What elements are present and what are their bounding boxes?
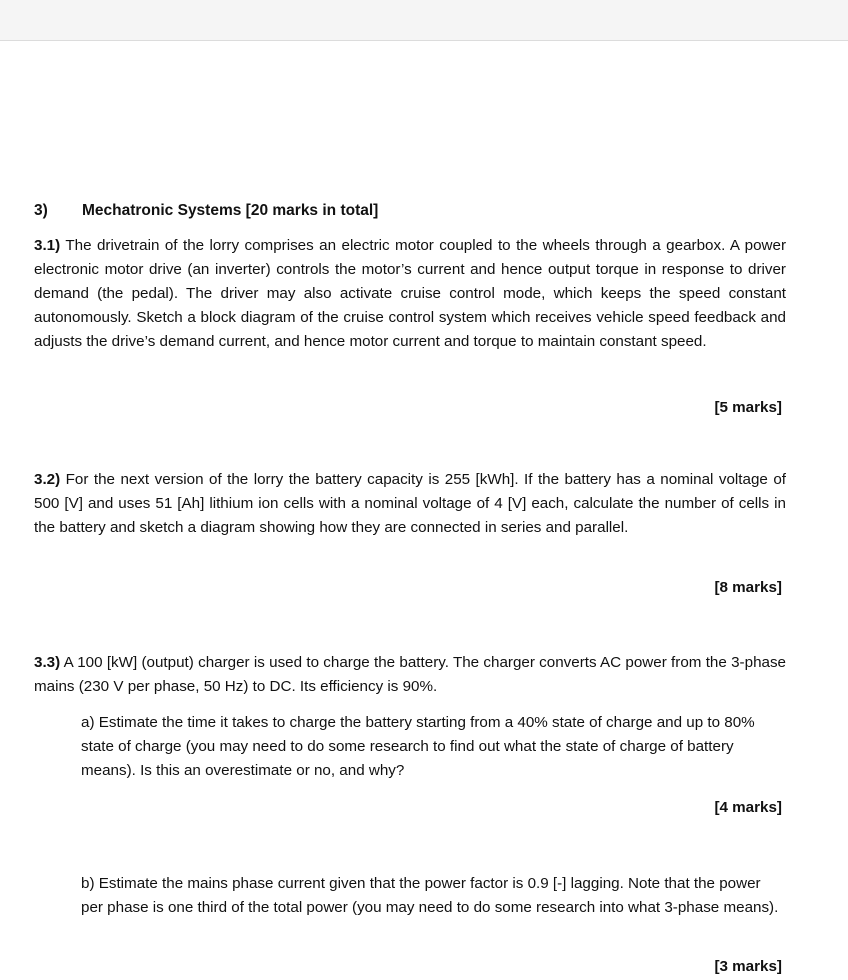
question-3-3-text: A 100 [kW] (output) charger is used to charge the battery. The charger converts AC power from the 3-phase mains (230 V per phase, 50 Hz) to DC. Its efficiency is 90%.	[34, 654, 786, 695]
question-3-1	[34, 234, 786, 354]
question-3-3-part-a: a) Estimate the time it takes to charge the battery starting from a 40% state of charge and up to 80% state of charge (you may need to do some research to find out what the state of charge of battery means). Is this an overestimate or no, and why?	[81, 714, 755, 779]
question-3-3-part-a-marks: [4 marks]	[714, 799, 782, 816]
question-3-1-text: The drivetrain of the lorry comprises an electric motor coupled to the wheels through a gearbox. A power electronic motor drive (an inverter) controls the motor’s current and hence output torque in response to driver demand (the pedal). The driver may also activate cruise control mode, which keeps the speed constant autonomously. Sketch a block diagram of the cruise control system which receives vehicle speed feedback and adjusts the drive’s demand current, and hence motor current and torque to maintain constant speed.	[34, 237, 786, 350]
question-3-3	[34, 651, 786, 699]
question-3-2-marks: [8 marks]	[714, 579, 782, 596]
question-3-3-part-b: b) Estimate the mains phase current given that the power factor is 0.9 [-] lagging. Note that the power per phase is one third of the total power (you may need to do some research into what 3-phase means).	[81, 875, 779, 916]
question-3-3-part-b-marks: [3 marks]	[714, 958, 782, 975]
viewer-top-bar	[0, 0, 848, 41]
section-number: 3)	[34, 202, 48, 219]
question-3-1-marks: [5 marks]	[714, 399, 782, 416]
question-3-2-text: For the next version of the lorry the battery capacity is 255 [kWh]. If the battery has a nominal voltage of 500 [V] and uses 51 [Ah] lithium ion cells with a nominal voltage of 4 [V] each, calculate the number of cells in the battery and sketch a diagram showing how they are connected in series and parallel.	[34, 471, 786, 536]
question-3-1-label: 3.1)	[34, 237, 61, 254]
question-3-2	[34, 468, 786, 540]
question-3-3-label: 3.3)	[34, 654, 61, 671]
question-3-2-label: 3.2)	[34, 471, 61, 488]
section-title: Mechatronic Systems [20 marks in total]	[82, 202, 379, 219]
section-heading	[34, 201, 378, 221]
